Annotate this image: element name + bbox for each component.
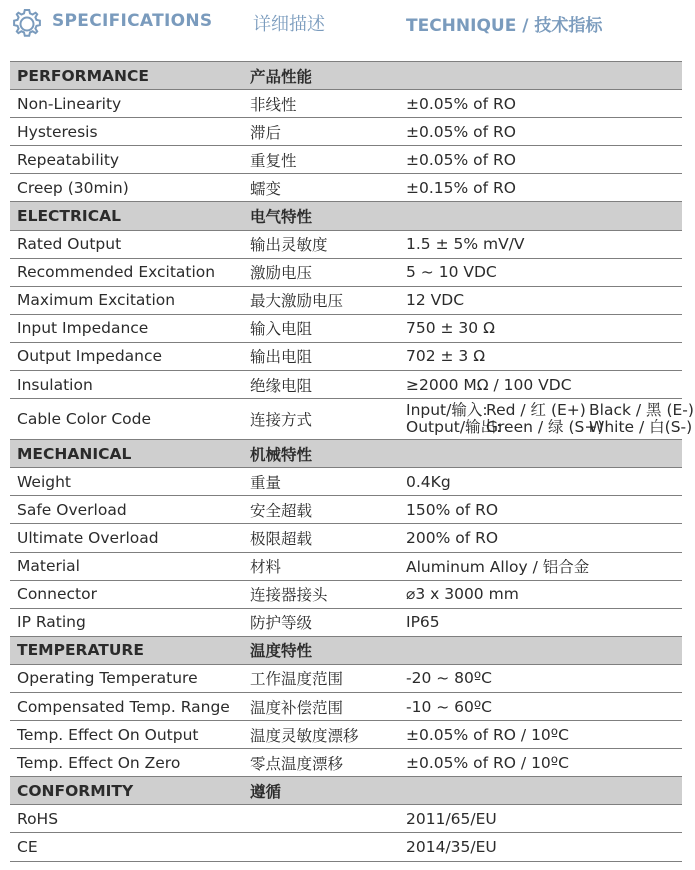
spec-name: Operating Temperature (10, 664, 243, 692)
spec-value: 1.5 ± 5% mV/V (399, 230, 682, 258)
spec-name: Temp. Effect On Output (10, 721, 243, 749)
cable-input-line (406, 401, 694, 420)
spec-name: Cable Color Code (10, 399, 243, 440)
spec-value: ⌀3 x 3000 mm (399, 580, 682, 608)
cable-output-label: Output/输出: (406, 418, 502, 437)
table-row (10, 664, 682, 692)
section-title-cn: 遵循 (243, 777, 399, 805)
spec-name: Ultimate Overload (10, 524, 243, 552)
spec-value: ±0.05% of RO (399, 90, 682, 118)
spec-name-cn: 最大激励电压 (243, 286, 399, 314)
spec-name: IP Rating (10, 608, 243, 636)
section-title-en: ELECTRICAL (10, 202, 243, 230)
spec-name-cn: 输出电阻 (243, 342, 399, 370)
section-header-temperature (10, 636, 682, 664)
table-row (10, 692, 682, 720)
spec-name-cn: 极限超载 (243, 524, 399, 552)
table-row (10, 749, 682, 777)
spec-name-cn (243, 805, 399, 833)
spec-name: Insulation (10, 371, 243, 399)
spec-value: 750 ± 30 Ω (399, 314, 682, 342)
spec-value: ±0.15% of RO (399, 174, 682, 202)
table-row (10, 90, 682, 118)
section-title-en: MECHANICAL (10, 440, 243, 468)
spec-value: ±0.05% of RO / 10ºC (399, 721, 682, 749)
spec-name-cn: 防护等级 (243, 608, 399, 636)
section-title-cn: 产品性能 (243, 62, 399, 90)
spec-name: Output Impedance (10, 342, 243, 370)
table-row (10, 146, 682, 174)
spec-value: 2014/35/EU (399, 833, 682, 861)
spec-value: ±0.05% of RO (399, 118, 682, 146)
spec-name: Creep (30min) (10, 174, 243, 202)
spec-value: -10 ~ 60ºC (399, 692, 682, 720)
spec-name: RoHS (10, 805, 243, 833)
table-row (10, 833, 682, 861)
table-row (10, 468, 682, 496)
section-title-cn: 电气特性 (243, 202, 399, 230)
spec-name-cn: 材料 (243, 552, 399, 580)
table-row (10, 314, 682, 342)
spec-value: ≥2000 MΩ / 100 VDC (399, 371, 682, 399)
spec-name-cn: 蠕变 (243, 174, 399, 202)
spec-name: Weight (10, 468, 243, 496)
spec-value: IP65 (399, 608, 682, 636)
table-row (10, 608, 682, 636)
spec-name-cn: 非线性 (243, 90, 399, 118)
spec-name-cn: 重复性 (243, 146, 399, 174)
spec-value: 702 ± 3 Ω (399, 342, 682, 370)
spec-name: Safe Overload (10, 496, 243, 524)
section-title-en: PERFORMANCE (10, 62, 243, 90)
section-title-cn: 温度特性 (243, 636, 399, 664)
title-cn: 详细描述 (253, 14, 325, 35)
spec-name: Input Impedance (10, 314, 243, 342)
spec-value: Aluminum Alloy / 铝合金 (399, 552, 682, 580)
table-row (10, 524, 682, 552)
table-row (10, 174, 682, 202)
spec-value: 150% of RO (399, 496, 682, 524)
table-row (10, 721, 682, 749)
title-en: SPECIFICATIONS (52, 11, 213, 31)
spec-name: Rated Output (10, 230, 243, 258)
spec-name-cn (243, 833, 399, 861)
spec-name: Connector (10, 580, 243, 608)
table-row (10, 286, 682, 314)
table-row (10, 230, 682, 258)
spec-value: 2011/65/EU (399, 805, 682, 833)
spec-name-cn: 绝缘电阻 (243, 371, 399, 399)
section-title-en: TEMPERATURE (10, 636, 243, 664)
spec-name-cn: 安全超载 (243, 496, 399, 524)
cable-color-value (399, 399, 694, 440)
spec-name: Compensated Temp. Range (10, 692, 243, 720)
spec-name-cn: 工作温度范围 (243, 664, 399, 692)
gear-icon (10, 7, 44, 41)
cable-input-label: Input/输入: (406, 401, 488, 420)
spec-name-cn: 零点温度漂移 (243, 749, 399, 777)
table-row (10, 580, 682, 608)
spec-value: 5 ~ 10 VDC (399, 258, 682, 286)
table-row (10, 342, 682, 370)
spec-value: 12 VDC (399, 286, 682, 314)
spec-name-cn: 连接器接头 (243, 580, 399, 608)
table-row (10, 496, 682, 524)
spec-name: CE (10, 833, 243, 861)
spec-name: Non-Linearity (10, 90, 243, 118)
spec-value: ±0.05% of RO / 10ºC (399, 749, 682, 777)
cable-output-line (406, 418, 693, 437)
page-header (0, 0, 695, 48)
spec-value: 0.4Kg (399, 468, 682, 496)
cable-input-positive: Red / 红 (E+) (486, 401, 586, 420)
spec-name: Hysteresis (10, 118, 243, 146)
spec-name-cn: 滞后 (243, 118, 399, 146)
table-row-cable-color (10, 399, 682, 440)
table-row (10, 258, 682, 286)
spec-value: -20 ~ 80ºC (399, 664, 682, 692)
spec-name: Maximum Excitation (10, 286, 243, 314)
cable-input-negative: Black / 黑 (E-) (589, 401, 694, 420)
spec-name-cn: 连接方式 (243, 399, 399, 440)
spec-name-cn: 输出灵敏度 (243, 230, 399, 258)
spec-name-cn: 激励电压 (243, 258, 399, 286)
spec-name-cn: 重量 (243, 468, 399, 496)
section-header-electrical (10, 202, 682, 230)
section-header-performance (10, 62, 682, 90)
cable-output-positive: Green / 绿 (S+) (486, 418, 604, 437)
section-header-mechanical (10, 440, 682, 468)
table-row (10, 371, 682, 399)
spec-name: Recommended Excitation (10, 258, 243, 286)
spec-name: Temp. Effect On Zero (10, 749, 243, 777)
spec-value: ±0.05% of RO (399, 146, 682, 174)
spec-name: Material (10, 552, 243, 580)
table-row (10, 552, 682, 580)
table-row (10, 118, 682, 146)
section-title-en: CONFORMITY (10, 777, 243, 805)
spec-value: 200% of RO (399, 524, 682, 552)
title-technique: TECHNIQUE / 技术指标 (406, 16, 603, 36)
spec-name: Repeatability (10, 146, 243, 174)
table-row (10, 805, 682, 833)
cable-output-negative: White / 白(S-) (589, 418, 693, 437)
spec-name-cn: 温度补偿范围 (243, 692, 399, 720)
section-title-cn: 机械特性 (243, 440, 399, 468)
section-header-conformity (10, 777, 682, 805)
spec-table (10, 61, 694, 862)
spec-name-cn: 输入电阻 (243, 314, 399, 342)
spec-name-cn: 温度灵敏度漂移 (243, 721, 399, 749)
